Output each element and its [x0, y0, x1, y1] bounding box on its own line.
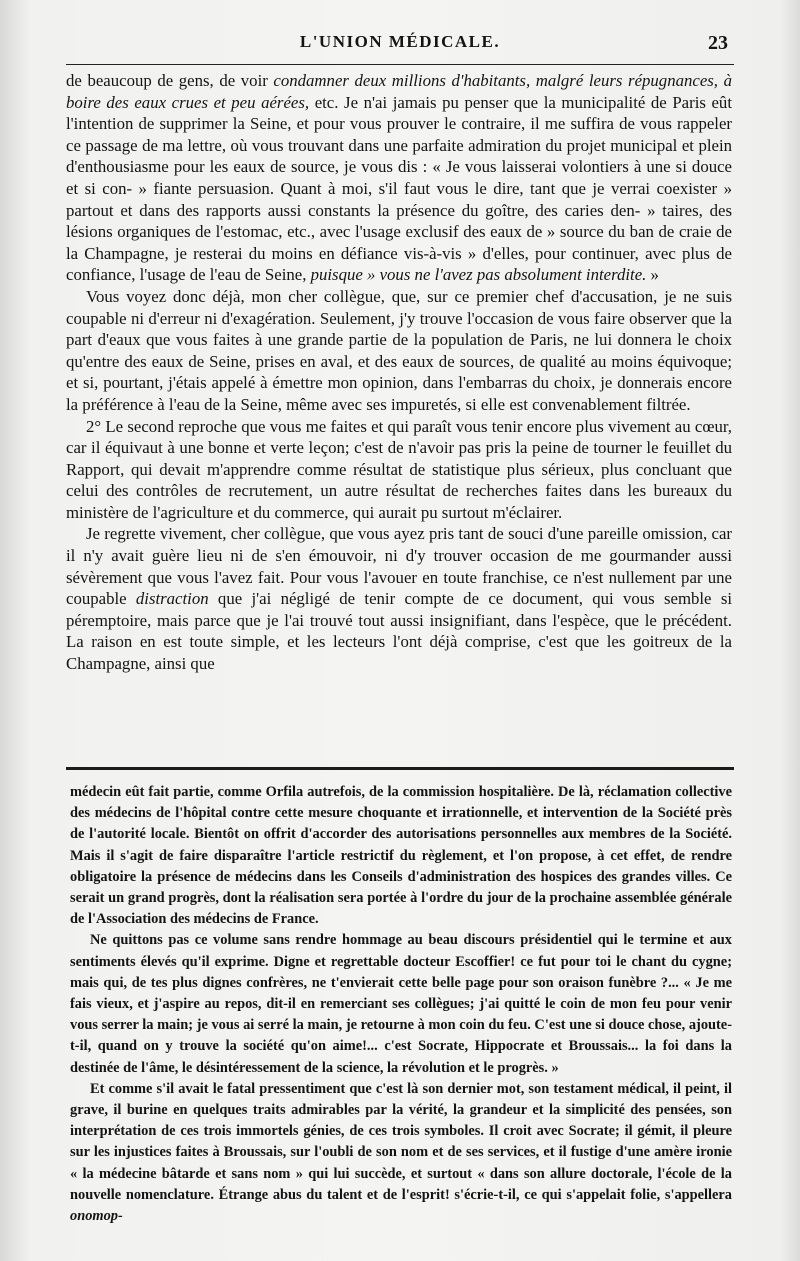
running-title: L'UNION MÉDICALE.: [299, 32, 501, 51]
p1-italic-b: condamner deux millions d'habitants, malgré leurs répugnances, à boire des eaux crues et peu aérées,: [66, 71, 732, 112]
paragraph-4: [66, 523, 732, 674]
p4-text-c: que j'ai négligé de tenir compte de ce document, qui vous semble si péremptoire, mais parce que je l'ai trouvé tout aussi insignifiant, dans l'espèce, que le précédent. La raison en est toute simple, et les lecteurs l'ont déjà comprise, c'est que les goitreux de la Champagne, ainsi que: [66, 589, 733, 674]
p4-italic-b: distraction: [135, 589, 209, 609]
p1-text-e: »: [646, 265, 659, 285]
p1-text-c: etc. Je n'ai jamais pu penser que la municipalité de Paris eût l'intention de supprimer la Seine, et pour vous prouver le contraire, il me suffira de vous rappeler ce passage de ma lettre, où vous trouvant dans une parfaite admiration du projet municipal et plein d'enthousiasme pour les eaux de source, je vous dis : « Je vous laisserai volontiers à une si douce et si con- » fiante persuasion. Quant à moi, s'il faut vous le dire, tant que je verrai coexister » partout et dans des rapports aussi constants la présence du goître, des caries den- » taires, des lésions organiques de l'estomac, etc., avec l'usage exclusif des eaux de » source du ban de craie de la Champagne, je resterai du moins en défiance vis-à-vis » d'elles, pour continuer, avec plus de confiance, l'usage de l'eau de Seine,: [66, 92, 732, 285]
n3-text-a: Et comme s'il avait le fatal pressentiment que c'est là son dernier mot, son testament médical, il peint, il grave, il burine en quelques traits admirables par la vérité, la grandeur et la simplicité des pensées, son interprétation de ces trois immortels génies, de ces trois symboles. Il croit avec Socrate; il gémit, il pleure sur les injustices faites à Broussais, sur l'oubli de son nom et de ses services, et il fustige d'une amère ironie « la médecine bâtarde et sans nom » qui lui succède, et surtout « dans son allure doctorale, l'école de la nouvelle nomenclature. Étrange abus du talent et de l'esprit! s'écrie-t-il, ce qui s'appelait folie, s'appellera: [70, 1080, 732, 1203]
note-paragraph-2: Ne quittons pas ce volume sans rendre hommage au beau discours présidentiel qui le termine et aux sentiments élevés qu'il exprime. Digne et regrettable docteur Escoffier! ce fut pour toi le chant du cygne; mais qui, de tes plus dignes confrères, ne t'envierait cette belle page pour son oraison funèbre ?... « Je me fais vieux, et j'aspire au repos, dit-il en remerciant ses collègues; j'ai quitté le coin de mon feu pour venir vous serrer la main; je vous ai serré la main, je retourne à mon coin du feu. C'est une si douce chose, ajoute-t-il, quand on y trouve la société qu'on aime!... c'est Socrate, Hippocrate et Broussais... la foi dans la destinée de l'âme, le désintéressement de la science, la révolution et le progrès. »: [70, 932, 732, 1076]
p1-text-a: de beaucoup de gens, de voir: [66, 71, 274, 90]
p1-italic-d: puisque » vous ne l'avez pas absolument interdite.: [310, 265, 647, 285]
footnote-rule: [66, 767, 734, 770]
note-paragraph-1: médecin eût fait partie, comme Orfila autrefois, de la commission hospitalière. De là, réclamation collective des médecins de l'hôpital contre cette mesure choquante et irrationnelle, et intervention de la Société près de l'autorité locale. Bientôt on offrit d'accorder des autorisations personnelles aux membres de la Société. Mais il s'agit de faire disparaître l'article restrictif du règlement, et l'on propose, à cet effet, de rendre obligatoire la présence de médecins dans les Conseils d'administration des hospices des grandes villes. Ce serait un grand progrès, dont la réalisation sera portée à l'ordre du jour de la prochaine assemblée générale de l'Association des médecins de France.: [70, 784, 732, 928]
header-rule: [66, 64, 734, 65]
page-number: 23: [708, 32, 728, 54]
page-header: [0, 30, 800, 60]
paragraph-3: 2° Le second reproche que vous me faites et qui paraît vous tenir encore plus vivement au cœur, car il équivaut à une bonne et verte leçon; c'est de n'avoir pas pris la peine de tourner le feuillet du Rapport, qui devait m'apprendre comme résultat de statistique plus sérieux, plus concluant que celui des contrôles de recrutement, un autre résultat de recherches faites dans les bureaux du ministère de l'agriculture et du commerce, qui aurait pu surtout m'éclairer.: [66, 416, 732, 522]
paragraph-1: [66, 70, 732, 286]
paragraph-2: Vous voyez donc déjà, mon cher collègue, que, sur ce premier chef d'accusation, je ne suis coupable ni d'erreur ni d'exagération. Seulement, j'y trouve l'occasion de vous faire observer que la part d'eaux que vous faites à une grande partie de la population de Paris, ne lui donnera le choix qu'entre des eaux de Seine, prises en aval, et des eaux de sources, de qualité au moins équivoque; et si, pourtant, j'étais appelé à émettre mon opinion, dans l'embarras du choix, je donnerais encore la préférence à l'eau de la Seine, même avec ses impuretés, si elle est convenablement filtrée.: [66, 286, 732, 414]
p4-text-a: Je regrette vivement, cher collègue, que vous ayez pris tant de souci d'une pareille omission, car il n'y avait guère lieu ni de s'en émouvoir, ni d'y trouver occasion de me gourmander aussi sévèrement que vous l'avez fait. Pour vous l'avouer en toute franchise, ce n'est nullement par une coupable: [66, 524, 732, 609]
n3-italic-b: onomop-: [70, 1208, 123, 1225]
footnote-text: [70, 782, 732, 1227]
note-paragraph-3: [70, 1079, 732, 1227]
main-text: [66, 70, 732, 675]
